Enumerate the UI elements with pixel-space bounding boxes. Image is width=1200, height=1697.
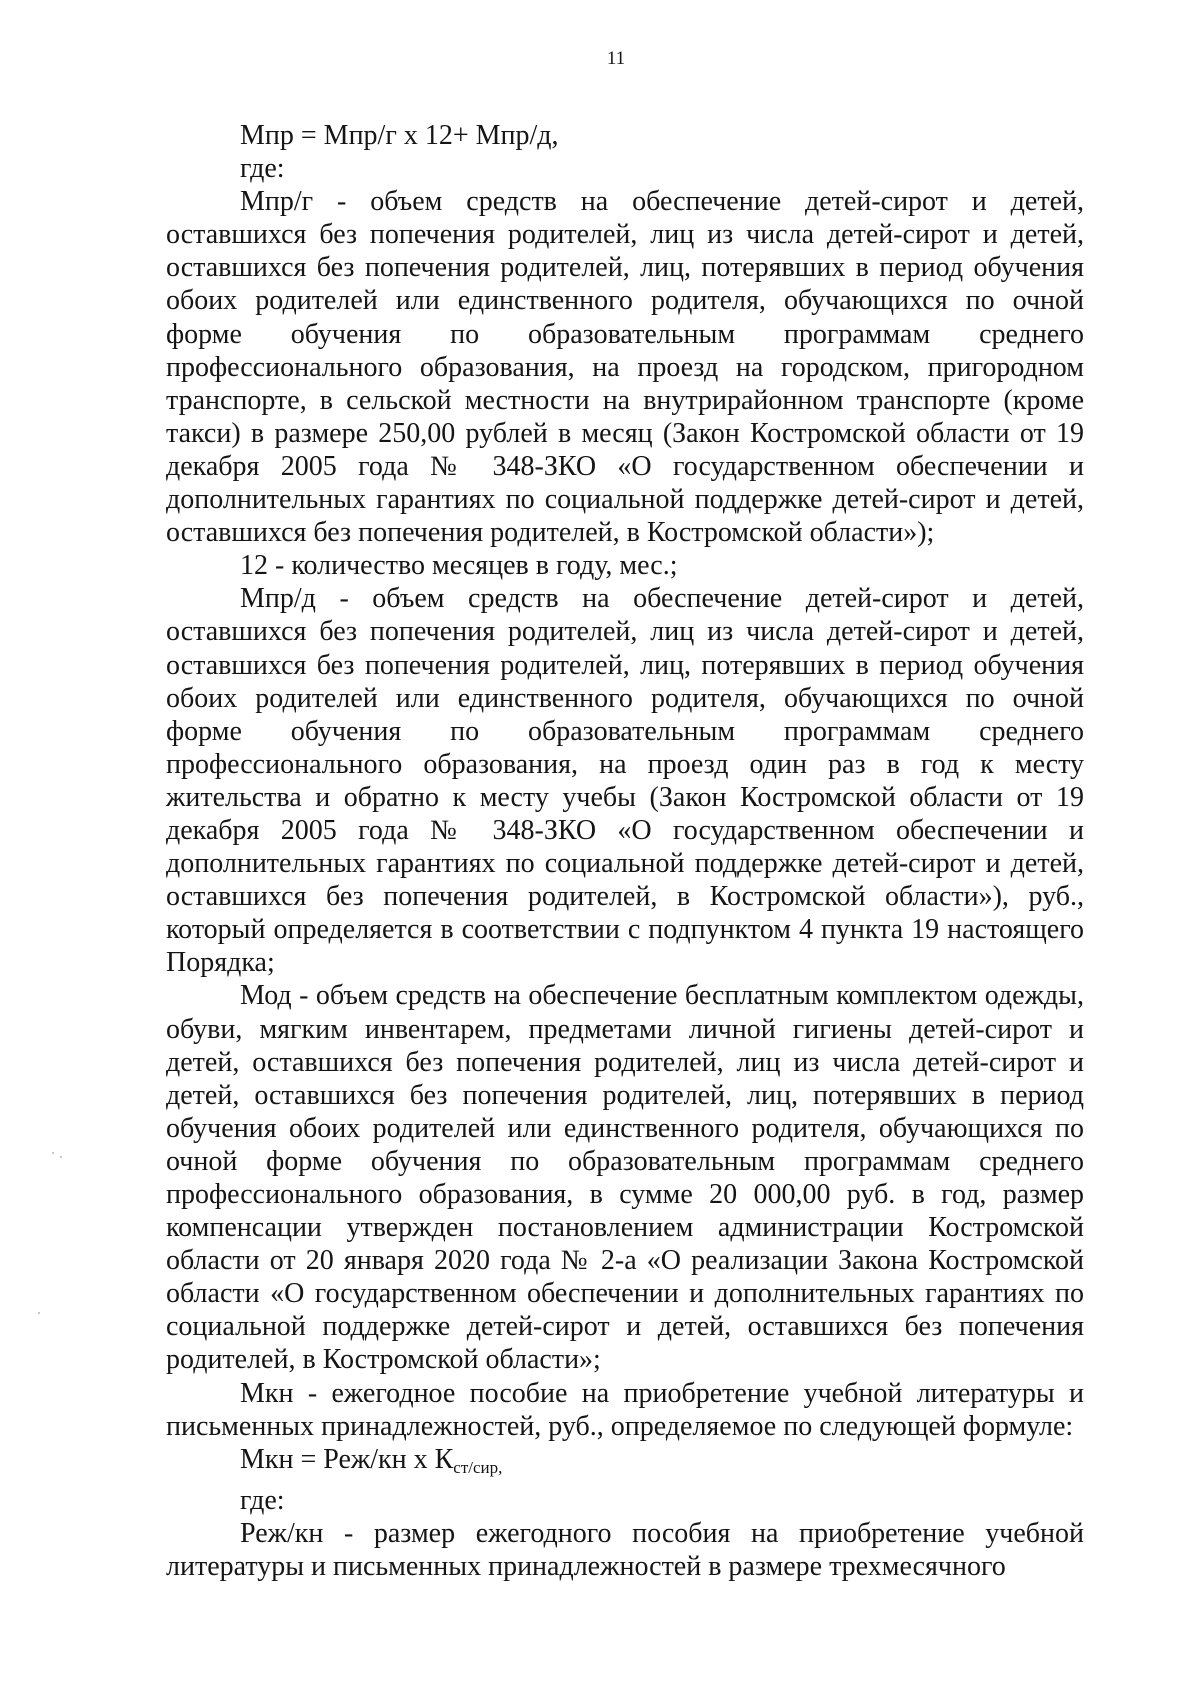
paragraph-rezh-kn: Реж/кн - размер ежегодного пособия на приобретение учебной литературы и письменных принадлежностей в размере трехмесячного xyxy=(166,1517,1084,1583)
formula-mpr: Мпр = Мпр/г х 12+ Мпр/д, xyxy=(240,120,559,151)
formula-mkn-subscript: ст/сир, xyxy=(453,1457,503,1477)
formula-mkn xyxy=(166,1443,1084,1484)
paragraph-mod: Мод - объем средств на обеспечение бесплатным комплектом одежды, обуви, мягким инвентарем, предметами личной гигиены детей-сирот и детей, оставшихся без попечения родителей, лиц из числа детей-сирот и детей, оставшихся без попечения родителей, лиц, потерявших в период обучения обоих родителей или единственного родителя, обучающихся по очной форме обучения по образовательным программам среднего профессионального образования, в сумме 20 000,00 руб. в год, размер компенсации утвержден постановлением администрации Костромской области от 20 января 2020 года № 2-а «О реализации Закона Костромской области «О государственном обеспечении и дополнительных гарантиях по социальной поддержке детей-сирот и детей, оставшихся без попечения родителей, в Костромской области»; xyxy=(166,980,1084,1376)
scan-speck xyxy=(38,1312,40,1314)
where-label: где: xyxy=(240,1484,285,1516)
page-number: 11 xyxy=(606,48,626,69)
paragraph-mpr-d: Мпр/д - объем средств на обеспечение детей-сирот и детей, оставшихся без попечения родителей, лиц из числа детей-сирот и детей, оставшихся без попечения родителей, лиц, потерявших в период обучения обоих родителей или единственного родителя, обучающихся по очной форме обучения по образовательным программам среднего профессионального образования, на проезд один раз в год к месту жительства и обратно к месту учебы (Закон Костромской области от 19 декабря 2005 года № 348-ЗКО «О государственном обеспечении и дополнительных гарантиях по социальной поддержке детей-сирот и детей, оставшихся без попечения родителей, в Костромской области»), руб., который определяется в соответствии с подпунктом 4 пункта 19 настоящего Порядка; xyxy=(166,583,1084,979)
paragraph-mkn: Мкн - ежегодное пособие на приобретение учебной литературы и письменных принадлежностей, руб., определяемое по следующей формуле: xyxy=(166,1377,1084,1442)
scan-speck xyxy=(60,1156,62,1158)
document-body xyxy=(166,119,1084,1583)
paragraph-months: 12 - количество месяцев в году, мес.; xyxy=(240,550,678,582)
formula-mkn-main: Мкн = Реж/кн х К xyxy=(240,1443,454,1475)
where-label: где: xyxy=(240,153,285,185)
paragraph-mpr-g: Мпр/г - объем средств на обеспечение детей-сирот и детей, оставшихся без попечения родителей, лиц из числа детей-сирот и детей, оставшихся без попечения родителей, лиц, потерявших в период обучения обоих родителей или единственного родителя, обучающихся по очной форме обучения по образовательным программам среднего профессионального образования, на проезд на городском, пригородном транспорте, в сельской местности на внутрирайонном транспорте (кроме такси) в размере 250,00 рублей в месяц (Закон Костромской области от 19 декабря 2005 года № 348-ЗКО «О государственном обеспечении и дополнительных гарантиях по социальной поддержке детей-сирот и детей, оставшихся без попечения родителей, в Костромской области»); xyxy=(166,186,1084,549)
scan-speck xyxy=(52,1152,54,1154)
